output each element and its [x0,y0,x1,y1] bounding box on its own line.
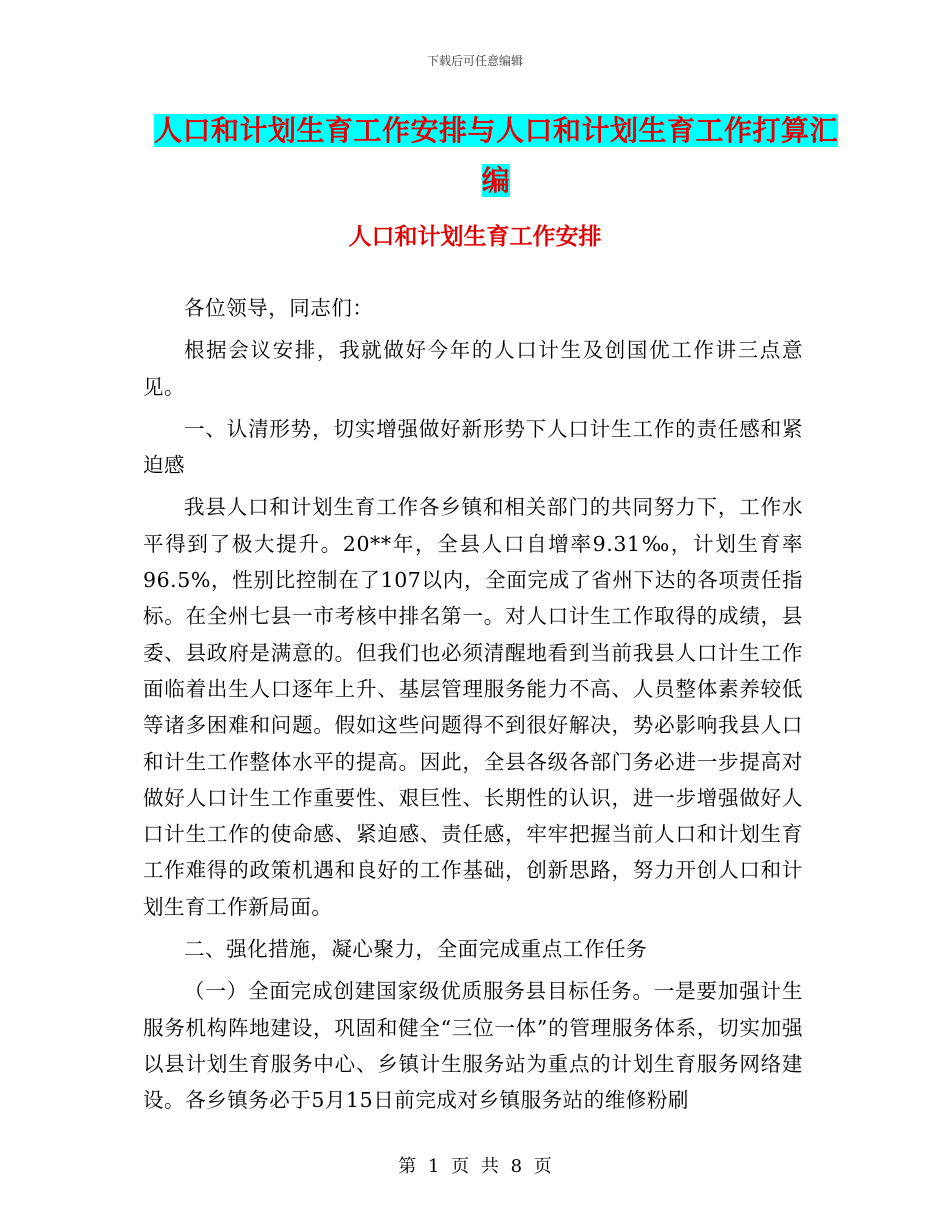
paragraph-salutation: 各位领导，同志们： [184,296,374,320]
paragraph-intro: 根据会议安排，我就做好今年的人口计生及创国优工作讲三点意见。 [143,338,803,399]
paragraph-body-2: （一）全面完成创建国家级优质服务县目标任务。一是要加强计生服务机构阵地建设，巩固和健全“三位一体”的管理服务体系，切实加强以县计划生育服务中心、乡镇计生服务站为重点的计划生育服务网络建设。各乡镇务必于5月15日前完成对乡镇服务站的维修粉刷 [143,979,803,1113]
header-note: 下载后可任意编辑 [426,54,523,68]
section-title: 人口和计划生育工作安排 [348,223,602,250]
document-body [143,290,803,1119]
page-number: 第 1 页 共 8 页 [398,1156,552,1177]
document-title-text: 人口和计划生育工作安排与人口和计划生育工作打算汇编 [153,114,838,197]
paragraph-heading-1: 一、认清形势，切实增强做好新形势下人口计生工作的责任感和紧迫感 [143,416,803,478]
document-title [146,106,846,206]
paragraph-heading-2: 二、强化措施，凝心聚力，全面完成重点工作任务 [184,937,648,962]
paragraph-body-1: 我县人口和计划生育工作各乡镇和相关部门的共同努力下，工作水平得到了极大提升。20**年，全县人口自增率9.31‰，计划生育率96.5%，性别比控制在了107以内，全面完成了省州下达的各项责任指标。在全州七县一市考核中排名第一。对人口计生工作取得的成绩，县委、县政府是满意的。但我们也必须清醒地看到当前我县人口计生工作面临着出生人口逐年上升、基层管理服务能力不高、人员整体素养较低等诸多困难和问题。假如这些问题得不到很好解决，势必影响我县人口和计生工作整体水平的提高。因此，全县各级各部门务必进一步提高对做好人口计生工作重要性、艰巨性、长期性的认识，进一步增强做好人口计生工作的使命感、紧迫感、责任感，牢牢把握当前人口和计划生育工作难得的政策机遇和良好的工作基础，创新思路，努力开创人口和计划生育工作新局面。 [143,495,803,919]
